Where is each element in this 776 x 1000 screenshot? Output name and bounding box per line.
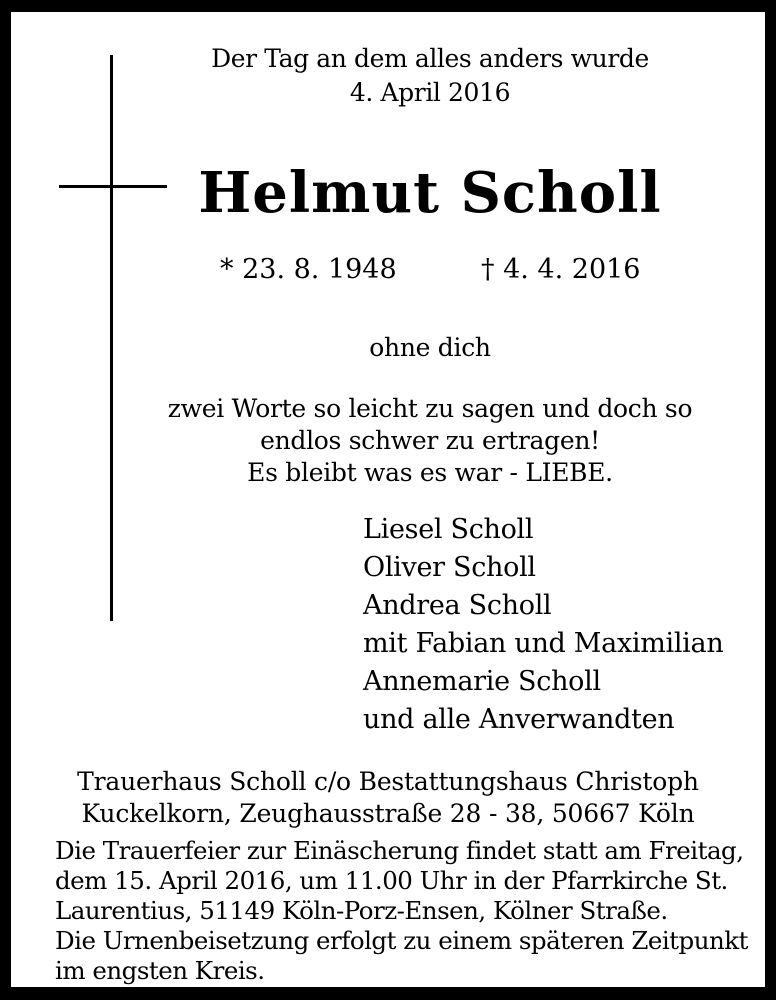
cross-symbol-horizontal (59, 185, 167, 188)
mourner-name: Andrea Scholl (363, 590, 552, 621)
verse-line: zwei Worte so leicht zu sagen und doch so (167, 394, 693, 423)
ceremony-line: Laurentius, 51149 Köln-Porz-Ensen, Kölner Straße. (55, 896, 668, 925)
ceremony-line: im engsten Kreis. (55, 956, 265, 985)
mourner-name: mit Fabian und Maximilian (363, 628, 724, 659)
intro-line: Der Tag an dem alles anders wurde (211, 44, 649, 73)
ceremony-line: Die Trauerfeier zur Einäscherung findet statt am Freitag, (55, 836, 744, 865)
deceased-name: Helmut Scholl (198, 160, 662, 226)
mourner-name: Liesel Scholl (363, 514, 534, 545)
mourner-name: und alle Anverwandten (363, 704, 675, 735)
death-date: † 4. 4. 2016 (481, 254, 641, 285)
ceremony-line: Die Urnenbeisetzung erfolgt zu einem späteren Zeitpunkt (55, 926, 748, 955)
mourner-name: Oliver Scholl (363, 552, 536, 583)
address-line: Trauerhaus Scholl c/o Bestattungshaus Christoph (77, 767, 699, 796)
intro-date: 4. April 2016 (349, 78, 511, 107)
ceremony-details (55, 836, 748, 986)
verse-line: endlos schwer zu ertragen! (260, 426, 600, 455)
ceremony-line: dem 15. April 2016, um 11.00 Uhr in der Pfarrkirche St. (55, 866, 728, 895)
verse-line: Es bleibt was es war - LIEBE. (247, 458, 613, 487)
verse-title: ohne dich (369, 333, 491, 362)
birth-date: * 23. 8. 1948 (220, 254, 397, 285)
cross-symbol-vertical (110, 55, 113, 621)
mourner-name: Annemarie Scholl (363, 666, 601, 697)
address-line: Kuckelkorn, Zeughausstraße 28 - 38, 50667 Köln (81, 799, 695, 828)
